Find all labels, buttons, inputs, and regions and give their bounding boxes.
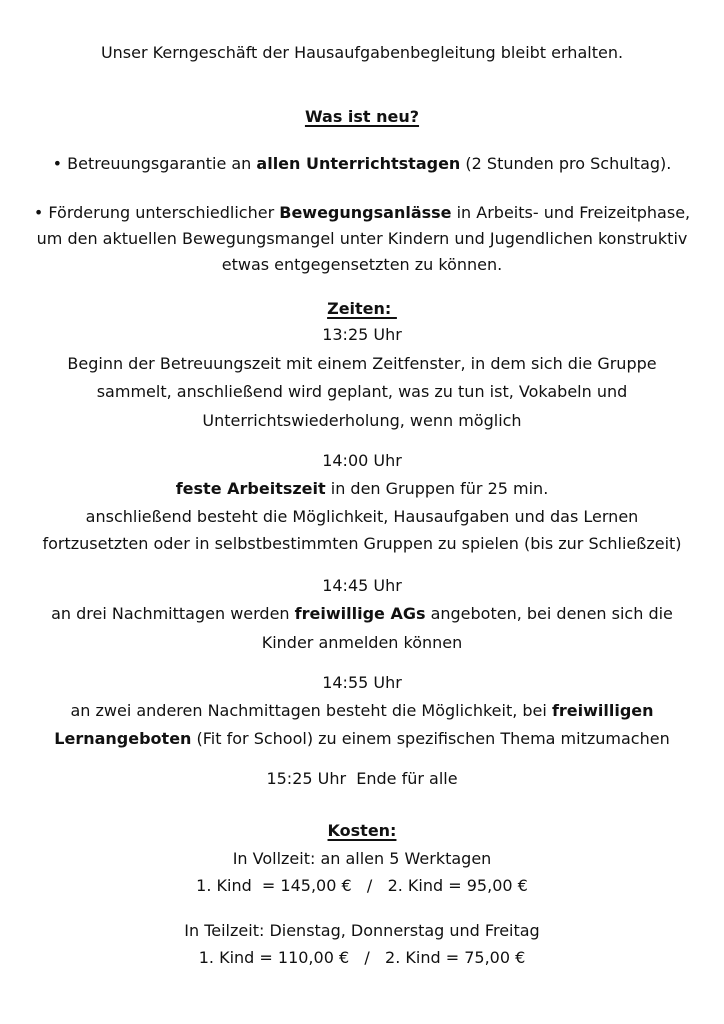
slot3-bold: freiwillige AGs — [294, 604, 426, 623]
slot2-post: in den Gruppen für 25 min. — [325, 479, 549, 498]
slot4-post: (Fit for School) zu einem spezifischen Thema mitzumachen — [191, 729, 670, 748]
slot2-bold: feste Arbeitszeit — [175, 479, 326, 498]
slot3-pre: an drei Nachmittagen werden — [51, 604, 295, 623]
slot1-time: 13:25 Uhr — [322, 325, 402, 344]
new-heading: Was ist neu? — [304, 107, 420, 126]
bullet-guarantee-post: (2 Stunden pro Schultag). — [460, 154, 672, 173]
bullet-guarantee — [0, 151, 724, 177]
slot4-line2 — [0, 726, 724, 752]
costs-heading: Kosten: — [327, 821, 397, 840]
slot3-time: 14:45 Uhr — [322, 576, 402, 595]
fulltime-prices: 1. Kind = 145,00 € / 2. Kind = 95,00 € — [196, 876, 528, 895]
bullet-guarantee-pre: • Betreuungsgarantie an — [52, 154, 257, 173]
slot3-post: angeboten, bei denen sich die — [425, 604, 673, 623]
bullet-movement-pre: • Förderung unterschiedlicher — [33, 203, 280, 222]
bullet-guarantee-bold: allen Unterrichtstagen — [256, 154, 461, 173]
slot3-line2: Kinder anmelden können — [261, 633, 463, 652]
parttime-label: In Teilzeit: Dienstag, Donnerstag und Freitag — [184, 921, 540, 940]
slot3-line1 — [0, 601, 724, 627]
times-heading: Zeiten: — [327, 299, 397, 318]
bullet-movement-line1 — [0, 200, 724, 226]
slot4-line1 — [0, 698, 724, 724]
slot1-line1: Beginn der Betreuungszeit mit einem Zeitfenster, in dem sich die Gruppe — [67, 354, 657, 373]
slot1-line3: Unterrichtswiederholung, wenn möglich — [202, 411, 522, 430]
slot2-line1 — [0, 476, 724, 502]
slot4-bold: freiwilligen — [551, 701, 654, 720]
parttime-prices: 1. Kind = 110,00 € / 2. Kind = 75,00 € — [198, 948, 526, 967]
slot5-end: 15:25 Uhr Ende für alle — [266, 769, 458, 788]
slot2-line3: fortzusetzten oder in selbstbestimmten Gruppen zu spielen (bis zur Schließzeit) — [42, 534, 682, 553]
bullet-movement-post: in Arbeits- und Freizeitphase, — [451, 203, 691, 222]
slot2-line2: anschließend besteht die Möglichkeit, Hausaufgaben und das Lernen — [85, 507, 639, 526]
slot4-time: 14:55 Uhr — [322, 673, 402, 692]
slot4-pre: an zwei anderen Nachmittagen besteht die Möglichkeit, bei — [70, 701, 552, 720]
intro-text: Unser Kerngeschäft der Hausaufgabenbegleitung bleibt erhalten. — [100, 43, 624, 62]
fulltime-label: In Vollzeit: an allen 5 Werktagen — [232, 849, 492, 868]
bullet-movement-bold: Bewegungsanlässe — [279, 203, 452, 222]
slot4-bold2: Lernangeboten — [54, 729, 192, 748]
slot1-line2: sammelt, anschließend wird geplant, was zu tun ist, Vokabeln und — [96, 382, 628, 401]
bullet-movement-line2: um den aktuellen Bewegungsmangel unter Kindern und Jugendlichen konstruktiv — [36, 229, 688, 248]
bullet-movement-line3: etwas entgegensetzten zu können. — [221, 255, 503, 274]
slot2-time: 14:00 Uhr — [322, 451, 402, 470]
